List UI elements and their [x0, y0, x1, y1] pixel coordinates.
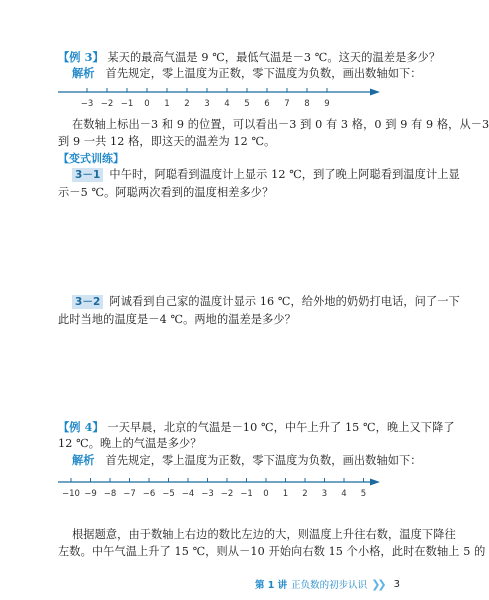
exercise-3-2-text-1: 阿诚看到自己家的温度计显示 16 ℃，给外地的奶奶打电话，问了一下: [109, 295, 460, 308]
exercise-3-2-line-2: 此时当地的温度是－4 ℃。两地的温差是多少？: [58, 313, 296, 326]
example3-number-line-tick-label: 6: [264, 99, 270, 109]
example4-number-line: [58, 476, 380, 502]
example4-number-line-tick-label: −2: [220, 489, 234, 499]
example4-number-line-tick-label: −9: [84, 489, 97, 499]
example3-question-text: 某天的最高气温是 9 ℃，最低气温是－3 ℃。这天的温差是多少？: [107, 51, 441, 64]
example3-number-line-tick-label: 4: [224, 99, 230, 109]
exercise-3-1-text-1: 中午时，阿聪看到温度计上显示 12 ℃，到了晚上阿聪看到温度计上显: [109, 168, 460, 181]
example3-number-line-tick-label: 3: [204, 99, 210, 109]
example4-number-line-tick-label: 5: [360, 489, 367, 499]
example3-number-line-tick-label: 2: [184, 99, 190, 109]
example4-number-line-tick-label: 1: [282, 489, 289, 499]
example3-analysis-label: 解析: [72, 67, 95, 80]
exercise-3-2-number: 3－2: [72, 295, 103, 309]
example4-question-line-2: 12 ℃。晚上的气温是多少？: [58, 437, 202, 450]
example3-label: 【例 3】: [58, 50, 104, 64]
example4-number-line-tick-label: 0: [263, 489, 269, 499]
example4-number-line-tick-label: −7: [123, 489, 136, 499]
example3-number-line-tick-label: −3: [80, 99, 94, 109]
example4-label: 【例 4】: [58, 420, 104, 434]
example4-solution-line-1: 根据题意，由于数轴上右边的数比左边的大，则温度上升往右数，温度下降往: [72, 528, 456, 541]
example3-analysis: [72, 67, 422, 81]
example3-number-line-tick-label: 9: [324, 99, 330, 109]
example4-number-line-tick-label: −4: [181, 489, 195, 499]
example3-number-line-arrow-right-icon: [370, 89, 380, 96]
example3-question: [58, 50, 440, 65]
example4-analysis: [72, 454, 422, 468]
exercise-3-1-line-1: [72, 168, 460, 182]
example4-number-line-tick-label: −8: [103, 489, 117, 499]
example3-number-line-tick-label: −1: [120, 99, 134, 109]
example3-number-line-tick-label: 1: [164, 99, 170, 109]
variant-training-heading: 【变式训练】: [58, 152, 124, 165]
exercise-3-1-line-2: 示－5 ℃。阿聪两次看到的温度相差多少？: [58, 186, 274, 199]
example4-question-text-1: 一天早晨，北京的气温是－10 ℃，中午上升了 15 ℃，晚上又下降了: [107, 421, 455, 434]
exercise-3-2-line-1: [72, 295, 460, 309]
example3-solution-line-2: 到 9 一共 12 格，即这天的温差为 12 ℃。: [58, 135, 276, 148]
exercise-3-1-number: 3－1: [72, 168, 103, 182]
example4-number-line-tick-label: −5: [162, 489, 175, 499]
example4-question-line-1: [58, 420, 455, 435]
example3-number-line-tick-label: 5: [244, 99, 250, 109]
example4-analysis-label: 解析: [72, 454, 95, 467]
example4-number-line-tick-label: 2: [302, 489, 308, 499]
example3-number-line: [58, 86, 380, 112]
example4-number-line-tick-label: −6: [142, 489, 156, 499]
example3-number-line-tick-label: 7: [284, 99, 290, 109]
example4-number-line-tick-label: −1: [240, 489, 253, 499]
example3-analysis-text: 首先规定，零上温度为正数，零下温度为负数，画出数轴如下：: [105, 67, 422, 80]
example4-analysis-text: 首先规定，零上温度为正数，零下温度为负数，画出数轴如下：: [105, 454, 422, 467]
example4-number-line-arrow-right-icon: [370, 479, 380, 486]
footer-lesson: 第 1 讲: [254, 580, 288, 591]
example4-number-line-tick-label: 4: [341, 489, 347, 499]
example3-number-line-tick-label: 0: [144, 99, 150, 109]
double-chevron-right-icon: ❯❯: [371, 577, 384, 591]
example4-number-line-tick-label: 3: [321, 489, 328, 499]
example3-solution-line-1: 在数轴上标出－3 和 9 的位置，可以看出－3 到 0 有 3 格，0 到 9 有 9 格，从－3: [72, 118, 489, 131]
page-footer: [255, 575, 400, 593]
example4-number-line-tick-label: −10: [62, 489, 80, 499]
example3-number-line-tick-label: 8: [304, 99, 310, 109]
footer-title: 正负数的初步认识: [291, 580, 368, 591]
example4-solution-line-2: 左数。中午气温上升了 15 ℃，则从－10 开始向右数 15 个小格，此时在数轴上 5 的: [58, 545, 486, 558]
example4-number-line-tick-label: −3: [201, 489, 214, 499]
page-number: 3: [393, 578, 400, 590]
example3-number-line-tick-label: −2: [100, 99, 114, 109]
